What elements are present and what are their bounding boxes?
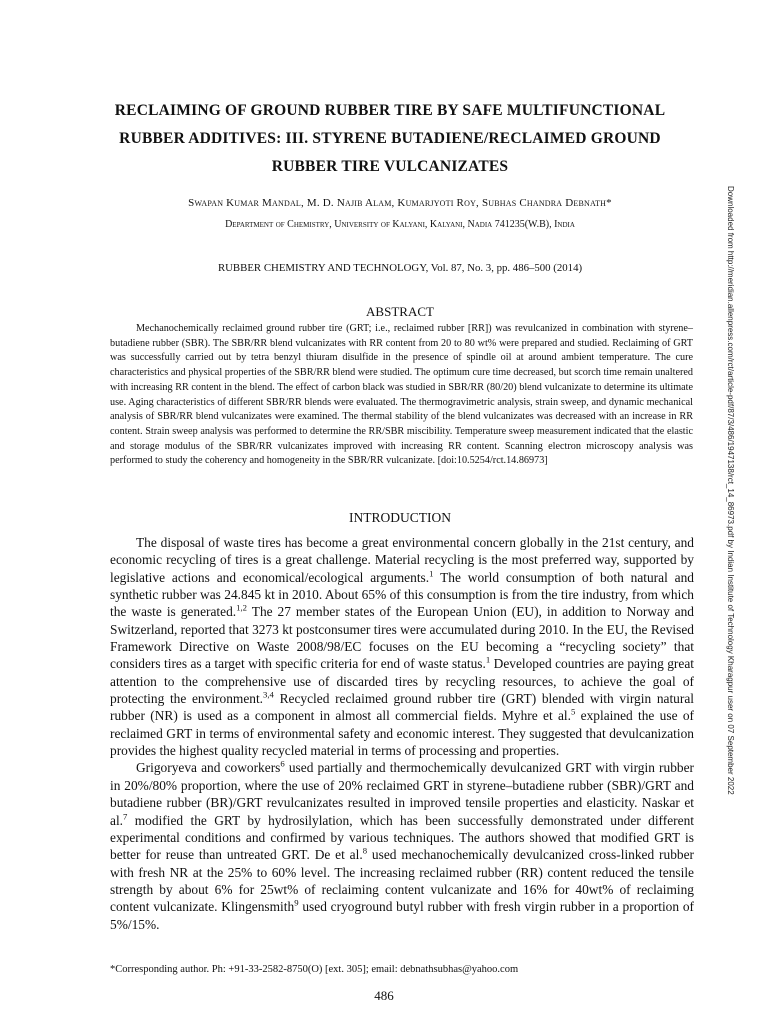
paragraph-text: The 27 member states of the European Union (EU), in addition to Norway and Switzerland, reported that 3273 kt postconsumer tires were accumulated during 2010. In the EU, the Revised Framework Directive on Waste 2008/98/EC focuses on the EU becoming a “recycling society” that considers tires as a target with specific criteria for end of waste status. <box>110 604 694 672</box>
page-number: 486 <box>374 988 394 1003</box>
download-watermark: Downloaded from http://meridian.allenpress.com/rct/article-pdf/87/3/486/1947138/rct_14_86973.pdf by Indian Institute of Technology Kharagpur user on 07 September 2022 <box>726 186 735 795</box>
citation-marker: 3,4 <box>263 689 274 700</box>
abstract-heading: ABSTRACT <box>366 304 434 319</box>
citation-marker: 5 <box>571 706 576 717</box>
journal-reference: RUBBER CHEMISTRY AND TECHNOLOGY, Vol. 87, No. 3, pp. 486–500 (2014) <box>217 262 583 274</box>
abstract-text: Mechanochemically reclaimed ground rubber tire (GRT; i.e., reclaimed rubber [RR]) was revulcanized in combination with styrene–butadiene rubber (SBR). The SBR/RR blend vulcanizates with RR content from 20 to 80 wt% were prepared and studied. Reclaiming of GRT was successfully carried out by tetra benzyl thiuram disulfide in the presence of spindle oil at around ambient temperature. The cure characteristics and physical properties of the SBR/RR blend were studied. The optimum cure time decreased, but scorch time remain unaltered with increasing RR content in the blend. The effect of carbon black was studied in SBR/RR (80/20) blend vulcanizate to determine its ultimate use. Aging characteristics of different SBR/RR blends were evaluated. The thermogravimetric analysis, strain sweep, and dynamic mechanical analysis of SBR/RR blend vulcanizates were examined. The thermal stability of the blend vulcanizates was decreased with an increase in RR content. Strain sweep analysis was performed to determine the RR/SBR miscibility. Temperature sweep measurement indicated that the elastic and storage modulus of the SBR/RR vulcanizates improved with increasing RR content. Scanning electron microscopy analysis was performed to study the coherency and homogeneity in the SBR/RR vulcanizate. [doi:10.5254/rct.14.86973] <box>110 323 693 467</box>
citation-marker: 6 <box>280 759 285 769</box>
paragraph-text: used mechanochemically devulcanized cross-linked rubber with fresh NR at the 25% to 60% level. The increasing reclaimed rubber (RR) content reduced the tensile strength by about 6% for 25wt% of reclaiming content vulcanizate and 16% for 40wt% of reclaiming content vulcanizate. Klingensmith <box>110 847 694 915</box>
introduction-body <box>110 534 694 933</box>
paper-title <box>100 97 680 181</box>
citation-marker: 8 <box>362 845 368 856</box>
introduction-heading: INTRODUCTION <box>349 510 451 525</box>
affiliation: Department of Chemistry, University of Kalyani, Kalyani, Nadia 741235(W.B), India <box>225 219 575 230</box>
paragraph-text: modified the GRT by hydrosilylation, which has been successfully demonstrated under different experimental conditions and confirmed by various techniques. The authors showed that modified GRT is better for reuse than untreated GRT. De et al. <box>110 812 694 863</box>
title-line: RUBBER TIRE VULCANIZATES <box>271 158 509 175</box>
title-line: RECLAIMING OF GROUND RUBBER TIRE BY SAFE MULTIFUNCTIONAL <box>114 102 666 119</box>
paragraph-2 <box>110 759 694 932</box>
paragraph-text: used cryoground butyl rubber with fresh virgin rubber in a proportion of 5%/15%. <box>110 899 695 932</box>
paragraph-text: Grigoryeva and coworkers <box>136 760 281 776</box>
corresponding-author-footnote: *Corresponding author. Ph: +91-33-2582-8750(O) [ext. 305]; email: debnathsubhas@yahoo.com <box>110 964 519 975</box>
paragraph-1 <box>110 534 694 759</box>
citation-marker: 1 <box>485 654 491 665</box>
paragraph-text: The disposal of waste tires has become a great environmental concern globally in the 21st century, and economic recycling of tires is a great challenge. Material recycling is the most preferred way, supported by legislative actions and economical/ecological arguments. <box>110 535 694 585</box>
paragraph-text: Recycled reclaimed ground rubber tire (GRT) blended with virgin natural rubber (NR) is used as a component in almost all commercial fields. Myhre et al. <box>110 691 694 724</box>
citation-marker: 9 <box>294 897 299 908</box>
citation-marker: 1,2 <box>236 602 248 613</box>
title-line: RUBBER ADDITIVES: III. STYRENE BUTADIENE/RECLAIMED GROUND <box>119 130 661 147</box>
paragraph-text: Developed countries are paying great attention to the comprehensive use of discarded tires by recycling resources, to achieve the goal of protecting the environment. <box>110 656 694 707</box>
paragraph-text: used partially and thermochemically devulcanized GRT with virgin rubber in 20%/80% proportion, where the use of 20% reclaimed GRT in styrene–butadiene rubber (SBR)/GRT and butadiene rubber (BR)/GRT revulcanizates resulted in improved tensile properties and elasticity. Naskar et al. <box>110 760 694 828</box>
citation-marker: 7 <box>123 811 128 822</box>
paragraph-text: explained the use of reclaimed GRT in terms of environmental safety and economic interest. They suggested that devulcanization provides the highest quality recycled material in terms of processing and properties. <box>110 708 694 759</box>
author-list: Swapan Kumar Mandal, M. D. Najib Alam, Kumarjyoti Roy, Subhas Chandra Debnath* <box>188 197 612 209</box>
paragraph-text: The world consumption of both natural and synthetic rubber was 24.845 kt in 2010. About 65% of this consumption is from the tire industry, from which the waste is generated. <box>110 569 695 620</box>
citation-marker: 1 <box>429 568 434 579</box>
